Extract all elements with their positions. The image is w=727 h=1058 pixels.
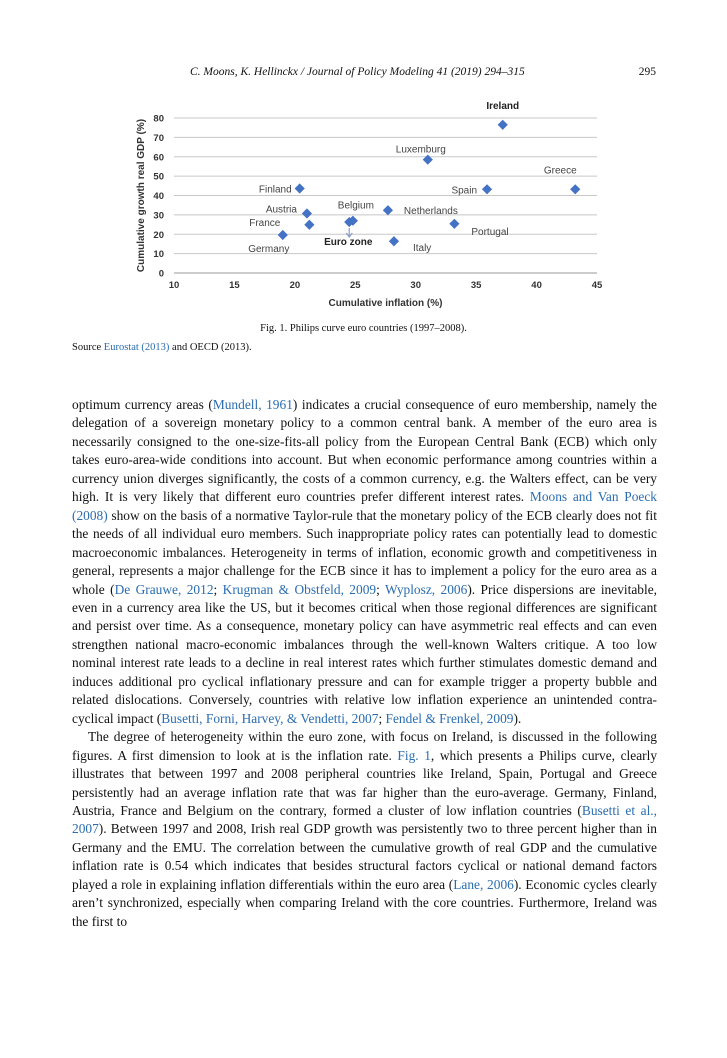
data-point-france <box>304 220 314 230</box>
x-tick-label: 35 <box>470 280 482 291</box>
paragraph-2 <box>72 728 657 931</box>
labels-layer <box>248 101 577 255</box>
data-point-greece <box>570 184 580 194</box>
data-point-ireland <box>498 120 508 130</box>
data-point-netherlands <box>383 205 393 215</box>
y-tick-label: 60 <box>153 152 164 164</box>
figure-caption: Fig. 1. Philips curve euro countries (1997–2008). <box>260 323 467 334</box>
page-header <box>72 66 656 82</box>
running-head: C. Moons, K. Hellinckx / Journal of Policy Modeling 41 (2019) 294–315 <box>190 66 525 78</box>
y-axis-title: Cumulative growth real GDP (%) <box>136 118 147 273</box>
text-run: The degree of heterogeneity within the euro zone, with focus on Ireland, is discussed in the following figures. A first dimension to look at is the inflation rate. <box>72 729 657 763</box>
point-label-euro-zone: Euro zone <box>324 237 373 249</box>
citation-link[interactable]: Moons and Van Poeck (2008) <box>72 489 657 523</box>
text-run: ). <box>513 710 522 726</box>
text-run: show on the basis of a normative Taylor-rule that the monetary policy of the ECB clearly does not fit the needs of all individual euro members. Such inappropriate policy rates can potentially lead to domestic macroeconomic imbalances. Heterogeneity in terms of inflation, economic growth and competitiveness in general, represents a major challenge for the ECB since it has to implement a policy for the euro area as a whole ( <box>72 507 657 597</box>
source-link-eurostat[interactable]: Eurostat (2013) <box>103 342 170 353</box>
text-run: , which presents a Philips curve, clearly illustrates that between 1997 and 2008 peripheral countries like Ireland, Spain, Portugal and Greece persistently had an average inflation rate that was far higher than the euro-average. Germany, Finland, Austria, France and Belgium on the contrary, formed a cluster of low inflation countries ( <box>72 747 658 818</box>
citation-link[interactable]: Busetti, Forni, Harvey, & Vendetti, 2007 <box>161 710 379 726</box>
text-run: ; <box>378 710 386 726</box>
point-label-austria: Austria <box>265 204 297 216</box>
data-point-germany <box>278 230 288 240</box>
figure-source <box>72 342 252 353</box>
point-label-spain: Spain <box>451 185 478 197</box>
axis-layer <box>153 114 603 292</box>
y-tick-label: 10 <box>153 249 164 261</box>
citation-link[interactable]: Krugman & Obstfeld, 2009 <box>222 581 377 597</box>
citation-link[interactable]: Fendel & Frenkel, 2009 <box>385 710 514 726</box>
citation-link[interactable]: Lane, 2006 <box>453 876 514 892</box>
citation-link[interactable]: Wyplosz, 2006 <box>384 581 468 597</box>
text-run: ; <box>376 581 385 597</box>
x-tick-label: 10 <box>168 280 180 291</box>
text-run: ; <box>213 581 223 597</box>
point-label-italy: Italy <box>412 243 432 255</box>
text-run: optimum currency areas ( <box>72 397 213 412</box>
text-run: ) indicates a crucial consequence of euro membership, namely the delegation of a sovereign monetary policy to a common central bank. A member of the euro area is necessarily consigned to the one-size-fits-all policy from the European Central Bank (ECB) which only takes euro-area-wide conditions into account. But when economic performance among countries within a currency union diverges significantly, the costs of a common currency, e.g. the Walters effect, can be very high. It is very likely that different euro countries prefer different interest rates. <box>72 397 657 505</box>
data-point-portugal <box>449 219 459 229</box>
data-point-italy <box>389 236 399 246</box>
grid-layer <box>174 118 597 273</box>
point-label-germany: Germany <box>248 244 290 256</box>
data-point-austria <box>302 208 312 218</box>
point-label-finland: Finland <box>258 184 292 196</box>
x-tick-label: 25 <box>349 280 361 291</box>
text-run: ). Economic cycles clearly aren’t synchronized, especially when comparing Ireland with the core countries. Furthermore, Ireland was the first to <box>72 876 657 929</box>
source-prefix: Source <box>72 342 104 353</box>
x-tick-label: 15 <box>229 280 240 291</box>
text-run: ). Price dispersions are inevitable, even in a currency area like the US, but it becomes critical when those regional differences are significant and persist over time. As a consequence, monetary policy can have asymmetric real effects and can even strengthen national macro-economic imbalances through the well-known Walters critique. A too low nominal interest rate leads to a decline in real interest rates which further stimulates domestic demand and induces additional pro cyclical inflationary pressure and can for example trigger a property bubble and related dislocations. Conversely, countries with relative low inflation experience an unintended contra-cyclical impact ( <box>72 581 657 726</box>
figure-link[interactable]: Fig. 1 <box>397 747 431 763</box>
data-point-spain <box>482 184 492 194</box>
citation-link[interactable]: Mundell, 1961 <box>212 397 293 412</box>
citation-link[interactable]: De Grauwe, 2012 <box>114 581 214 597</box>
citation-link[interactable]: Busetti et al., 2007 <box>72 802 657 837</box>
page-number: 295 <box>638 66 656 78</box>
x-tick-label: 20 <box>289 280 301 291</box>
y-tick-label: 20 <box>153 229 164 241</box>
x-axis-title: Cumulative inflation (%) <box>328 298 443 309</box>
y-tick-label: 50 <box>153 171 164 183</box>
y-tick-label: 40 <box>153 191 164 202</box>
point-label-netherlands: Netherlands <box>403 206 458 218</box>
point-label-luxemburg: Luxemburg <box>395 144 446 156</box>
body-text <box>72 396 657 931</box>
data-point-luxemburg <box>423 155 433 165</box>
x-tick-label: 40 <box>531 280 542 291</box>
point-label-ireland: Ireland <box>486 100 520 112</box>
point-label-portugal: Portugal <box>471 226 509 238</box>
points-layer <box>278 120 581 247</box>
y-tick-label: 80 <box>153 113 164 125</box>
source-suffix: and OECD (2013). <box>169 342 252 353</box>
phillips-curve-chart <box>0 98 727 318</box>
y-tick-label: 0 <box>158 268 164 280</box>
x-tick-label: 30 <box>410 280 422 291</box>
paragraph-1 <box>72 396 657 728</box>
euro-zone-arrow <box>346 228 352 237</box>
point-label-greece: Greece <box>543 165 577 177</box>
point-label-belgium: Belgium <box>337 200 374 212</box>
y-tick-label: 70 <box>153 132 164 144</box>
x-tick-label: 45 <box>591 280 603 291</box>
y-tick-label: 30 <box>153 210 164 222</box>
data-point-finland <box>295 183 305 193</box>
figure-1 <box>0 98 727 318</box>
point-label-france: France <box>249 217 281 229</box>
text-run: ). Between 1997 and 2008, Irish real GDP growth was persistently two to three percent higher than in Germany and the EMU. The correlation between the cumulative growth of real GDP and the cumulative inflation rate is 0.54 which indicates that besides structural factors cyclical or national demand factors played a role in explaining inflation differentials within the euro area ( <box>72 821 657 892</box>
